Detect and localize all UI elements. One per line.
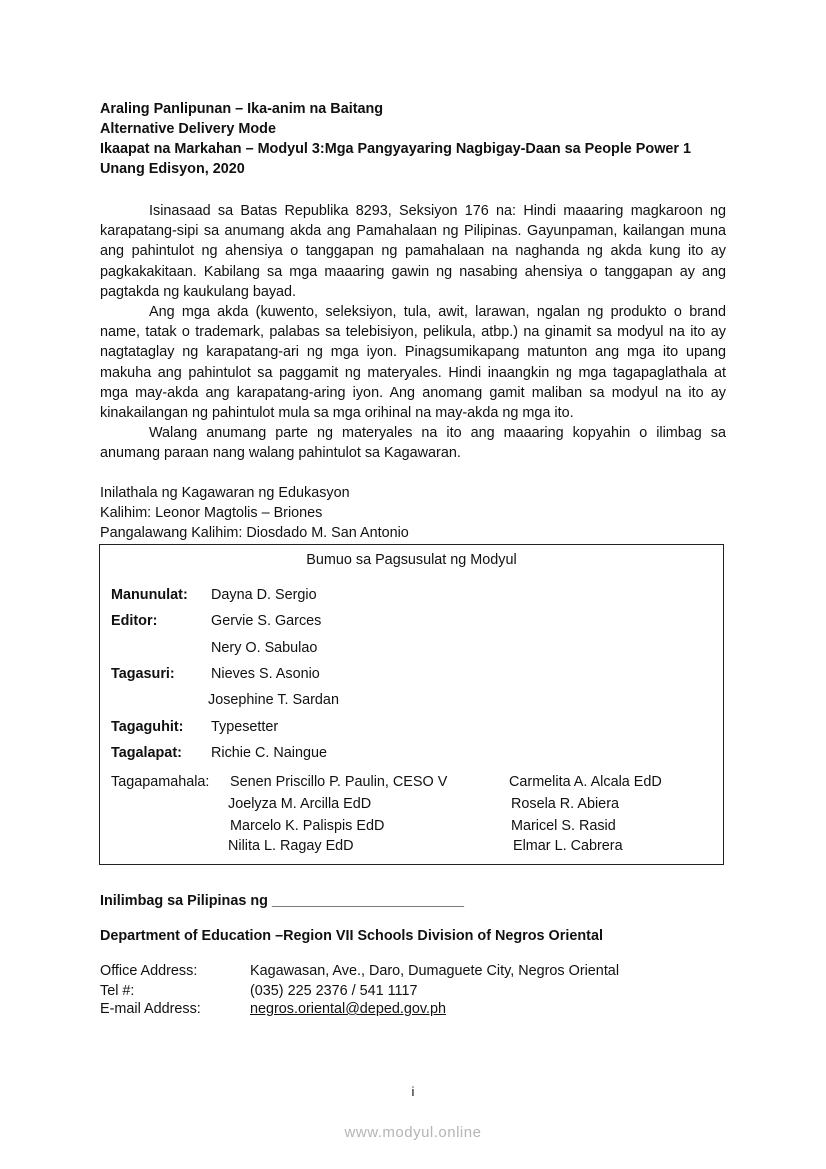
printed-in-line: Inilimbag sa Pilipinas ng ________________________ (100, 893, 465, 909)
watermark: www.modyul.online (344, 1124, 482, 1141)
credits-title: Bumuo sa Pagsusulat ng Modyul (306, 552, 517, 568)
writer-name: Dayna D. Sergio (211, 587, 317, 603)
role-label-writer: Manunulat: (111, 587, 188, 603)
subject-title: Araling Panlipunan – Ika-anim na Baitang (100, 101, 384, 117)
office-address-value: Kagawasan, Ave., Daro, Dumaguete City, Negros Oriental (250, 963, 620, 979)
role-label-editor: Editor: (111, 613, 158, 629)
email-link[interactable]: negros.oriental@deped.gov.ph (250, 1001, 446, 1017)
role-label-illustrator: Tagaguhit: (111, 719, 184, 735)
copyright-paragraph-2: Ang mga akda (kuwento, seleksiyon, tula, awit, larawan, ngalan ng produkto o brand name, tatak o trademark, palabas sa telebisiyon, pelikula, atbp.) na ginamit sa modyul na ito ay nagtataglay ng karapatang-ari ng mga iyon. Pinagsumikapang matunton ang mga ito upang makuha ang pahintulot sa paggamit ng materyales. Hindi inaangkin ng mga tagapaglathala at mga may-akda ang karapatang-aring iyon. Ang anomang gamit maliban sa modyul na ito ay kinakailangan ng pahintulot mula sa mga orihinal na may-akda ng mga ito. (100, 304, 726, 422)
credits-box (99, 544, 724, 865)
department-line: Department of Education –Region VII Schools Division of Negros Oriental (100, 928, 603, 944)
manager-name: Rosela R. Abiera (511, 796, 619, 812)
copyright-paragraph-1: Isinasaad sa Batas Republika 8293, Seksiyon 176 na: Hindi maaaring magkaroon ng karapatang-sipi sa anumang akda ang Pamahalaan ng Pilipinas. Gayunpaman, kailangan muna ang pahintulot ng ahensiya o tanggapan ng pamahalaan na naghanda ng akda kung ito ay pagkakakitaan. Kabilang sa mga maaaring gawin ng nasabing ahensiya o tanggapan ay ang pagtakda ng kaukulang bayad. (100, 203, 726, 300)
copyright-notice (100, 201, 726, 464)
delivery-mode: Alternative Delivery Mode (100, 121, 276, 137)
illustrator-name: Typesetter (211, 719, 279, 735)
manager-name: Carmelita A. Alcala EdD (509, 774, 662, 790)
role-label-management: Tagapamahala: (111, 774, 210, 790)
manager-name: Joelyza M. Arcilla EdD (228, 796, 372, 812)
manager-name: Marcelo K. Palispis EdD (230, 818, 385, 834)
publisher-line: Inilathala ng Kagawaran ng Edukasyon (100, 485, 350, 501)
edition: Unang Edisyon, 2020 (100, 161, 245, 177)
email-label: E-mail Address: (100, 1001, 201, 1017)
tel-label: Tel #: (100, 983, 135, 999)
secretary-line: Kalihim: Leonor Magtolis – Briones (100, 505, 323, 521)
office-address-label: Office Address: (100, 963, 198, 979)
module-title: Ikaapat na Markahan – Modyul 3:Mga Pangyayaring Nagbigay-Daan sa People Power 1 (100, 141, 691, 157)
layout-artist-name: Richie C. Naingue (211, 745, 327, 761)
copyright-paragraph-3: Walang anumang parte ng materyales na ito ang maaaring kopyahin o ilimbag sa anumang paraan nang walang pahintulot sa Kagawaran. (100, 425, 726, 462)
manager-name: Elmar L. Cabrera (513, 838, 623, 854)
tel-value: (035) 225 2376 / 541 1117 (250, 983, 418, 999)
reviewer-name: Nieves S. Asonio (211, 666, 320, 682)
manager-name: Nilita L. Ragay EdD (228, 838, 354, 854)
role-label-reviewer: Tagasuri: (111, 666, 175, 682)
undersecretary-line: Pangalawang Kalihim: Diosdado M. San Antonio (100, 525, 409, 541)
editor-name: Gervie S. Garces (211, 613, 322, 629)
manager-name: Senen Priscillo P. Paulin, CESO V (230, 774, 448, 790)
editor-name: Nery O. Sabulao (211, 640, 318, 656)
reviewer-name: Josephine T. Sardan (208, 692, 339, 708)
manager-name: Maricel S. Rasid (511, 818, 616, 834)
page-number: i (411, 1084, 415, 1099)
role-label-layout: Tagalapat: (111, 745, 182, 761)
